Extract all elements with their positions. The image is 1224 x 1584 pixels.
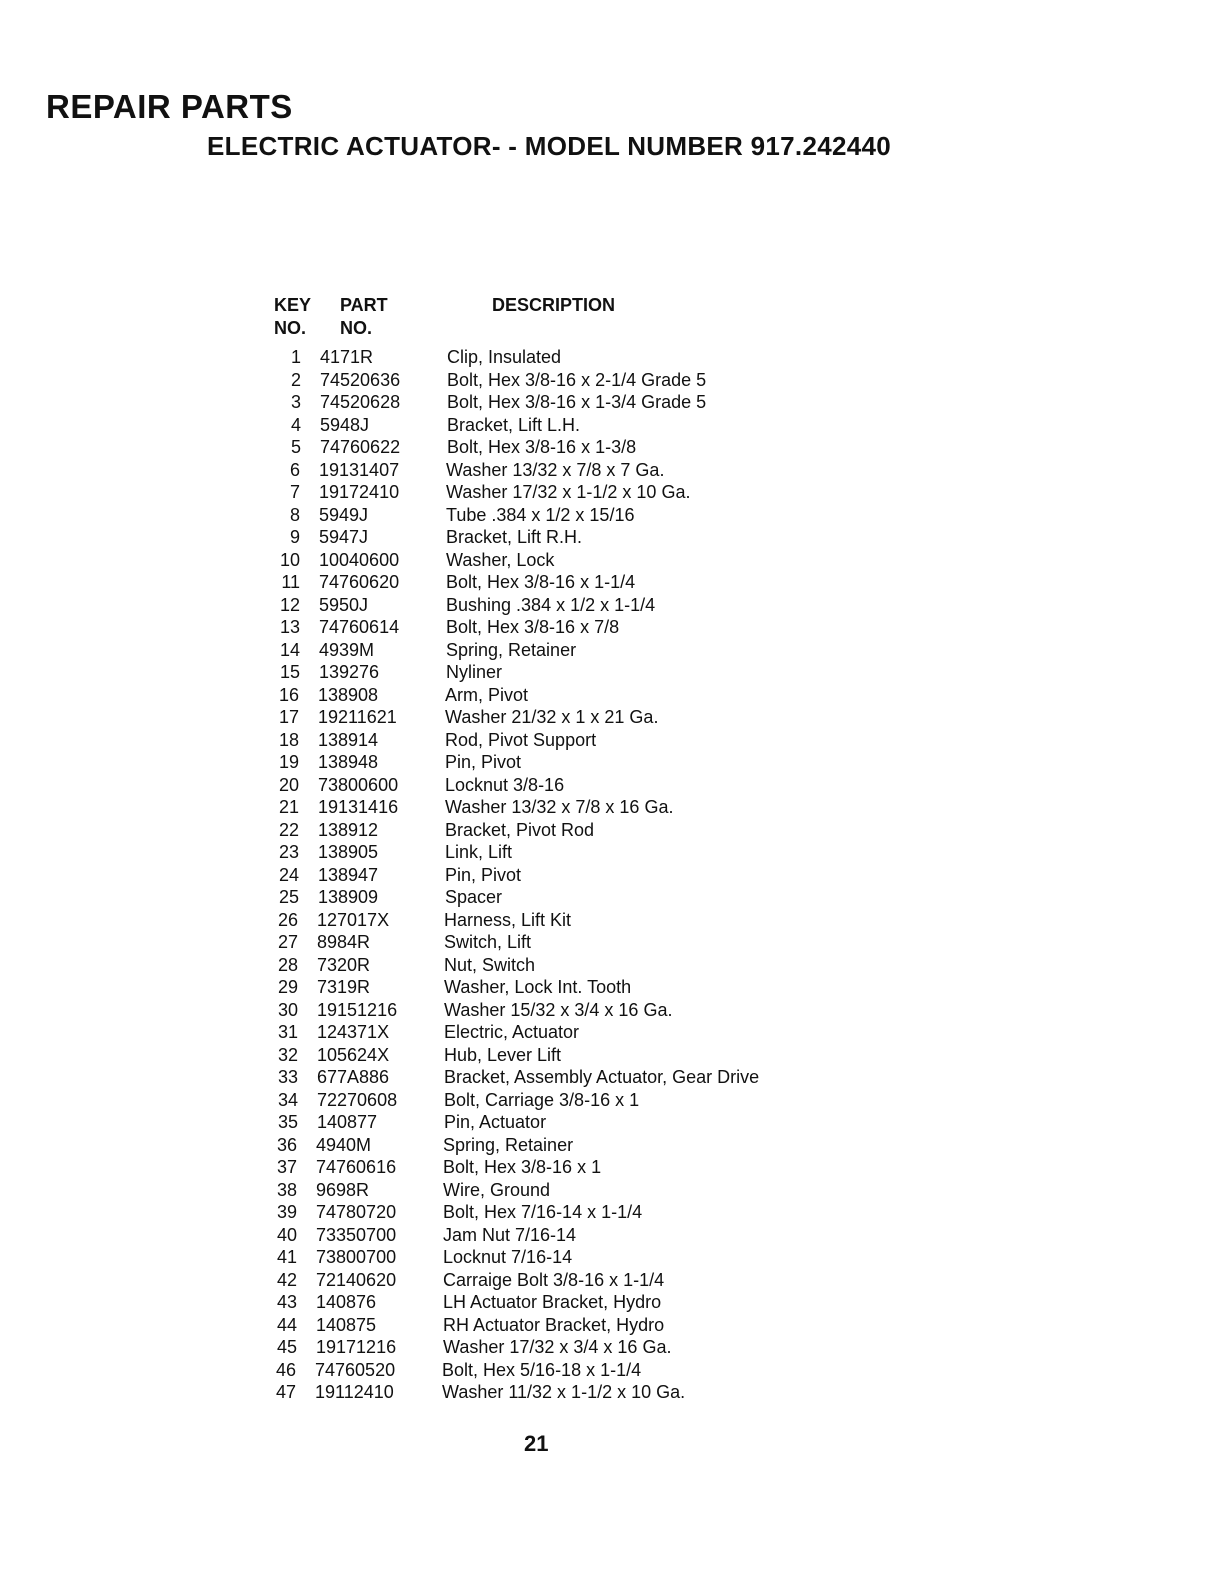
part-no: 140876 (316, 1292, 377, 1312)
part-no: 127017X (317, 909, 390, 930)
table-row (270, 1134, 852, 1157)
key-no: 29 (277, 977, 298, 997)
part-description: Link, Lift (445, 842, 513, 862)
table-header (274, 294, 852, 340)
part-description: Jam Nut 7/16-14 (443, 1224, 577, 1245)
table-row (273, 549, 852, 572)
table-row (270, 1179, 852, 1202)
key-no: 8 (289, 504, 300, 525)
table-row (270, 1269, 852, 1292)
part-description: Bolt, Hex 5/16-18 x 1-1/4 (442, 1359, 642, 1380)
key-no: 38 (276, 1179, 297, 1200)
part-description: Hub, Lever Lift (444, 1044, 562, 1065)
key-no: 11 (281, 572, 300, 592)
part-description: Nut, Switch (444, 954, 536, 975)
page-subtitle: ELECTRIC ACTUATOR- - MODEL NUMBER 917.242440 (207, 131, 892, 161)
part-description: Electric, Actuator (444, 1022, 580, 1042)
part-description: Washer 21/32 x 1 x 21 Ga. (445, 707, 659, 727)
key-no: 22 (278, 819, 299, 840)
part-description: Washer 15/32 x 3/4 x 16 Ga. (444, 999, 673, 1020)
key-no: 15 (279, 662, 300, 682)
part-description: Tube .384 x 1/2 x 15/16 (446, 504, 635, 525)
key-no: 6 (289, 459, 300, 480)
header-description: DESCRIPTION (492, 295, 616, 315)
key-no: 42 (276, 1269, 297, 1290)
part-description: Bolt, Hex 3/8-16 x 1-3/4 Grade 5 (447, 392, 707, 412)
page-title: REPAIR PARTS (46, 88, 293, 125)
part-description: Washer 11/32 x 1-1/2 x 10 Ga. (442, 1382, 686, 1402)
table-row (273, 526, 852, 549)
table-row (271, 1066, 852, 1089)
part-description: Bolt, Hex 3/8-16 x 1-3/8 (447, 437, 637, 457)
parts-table (274, 294, 852, 1404)
table-row (272, 774, 852, 797)
part-no: 9698R (316, 1179, 370, 1200)
part-description: Nyliner (446, 662, 503, 682)
table-body (274, 346, 852, 1404)
table-row (271, 909, 852, 932)
part-description: Bolt, Carriage 3/8-16 x 1 (444, 1089, 640, 1110)
key-no: 7 (289, 482, 300, 502)
table-row (271, 931, 852, 954)
part-no: 74760520 (315, 1359, 396, 1380)
part-no: 124371X (317, 1022, 390, 1042)
key-no: 47 (275, 1382, 296, 1402)
part-no: 10040600 (319, 549, 400, 570)
key-no: 40 (276, 1224, 297, 1245)
key-no: 18 (278, 729, 299, 750)
key-no: 2 (290, 369, 301, 390)
part-description: Washer 13/32 x 7/8 x 16 Ga. (445, 797, 674, 817)
key-no: 28 (277, 954, 298, 975)
key-no: 17 (278, 707, 299, 727)
table-row (272, 729, 852, 752)
table-row (273, 571, 852, 594)
key-no: 9 (289, 527, 300, 547)
header-key-line1: KEY (274, 295, 312, 315)
part-no: 5948J (320, 414, 370, 435)
part-no: 19112410 (315, 1382, 394, 1402)
table-row (269, 1381, 852, 1404)
part-description: Bracket, Pivot Rod (445, 819, 595, 840)
part-description: Bolt, Hex 3/8-16 x 1 (443, 1157, 602, 1177)
table-row (273, 639, 852, 662)
part-description: Washer 17/32 x 1-1/2 x 10 Ga. (446, 482, 691, 502)
part-description: Washer 17/32 x 3/4 x 16 Ga. (443, 1337, 672, 1357)
part-no: 8984R (317, 932, 371, 952)
key-no: 16 (278, 684, 299, 705)
part-description: Washer 13/32 x 7/8 x 7 Ga. (446, 459, 665, 480)
key-no: 21 (278, 797, 299, 817)
table-row (271, 954, 852, 977)
part-description: Bolt, Hex 3/8-16 x 7/8 (446, 617, 620, 637)
key-no: 23 (278, 842, 299, 862)
part-no: 139276 (319, 662, 380, 682)
part-no: 105624X (317, 1044, 390, 1065)
part-no: 19131407 (319, 459, 400, 480)
table-row (271, 1021, 852, 1044)
part-no: 140875 (316, 1314, 377, 1335)
key-no: 26 (277, 909, 298, 930)
table-row (273, 504, 852, 527)
key-no: 3 (290, 392, 301, 412)
table-row (273, 459, 852, 482)
table-row (273, 481, 852, 504)
part-description: Locknut 3/8-16 (445, 774, 565, 795)
part-description: Spring, Retainer (446, 639, 577, 660)
part-description: Carraige Bolt 3/8-16 x 1-1/4 (443, 1269, 665, 1290)
part-description: Bushing .384 x 1/2 x 1-1/4 (446, 594, 656, 615)
table-row (270, 1336, 852, 1359)
key-no: 13 (279, 617, 300, 637)
part-description: Spring, Retainer (443, 1134, 574, 1155)
key-no: 45 (276, 1337, 297, 1357)
part-no: 138909 (318, 887, 379, 907)
key-no: 43 (276, 1292, 297, 1312)
part-no: 74760616 (316, 1157, 397, 1177)
part-description: Clip, Insulated (447, 347, 562, 367)
key-no: 27 (277, 932, 298, 952)
key-no: 19 (278, 752, 299, 772)
part-no: 138947 (318, 864, 379, 885)
part-no: 138905 (318, 842, 379, 862)
header-part-line2: NO. (340, 318, 373, 338)
table-row (270, 1156, 852, 1179)
table-row (272, 819, 852, 842)
key-no: 12 (279, 594, 300, 615)
key-no: 1 (290, 347, 301, 367)
table-row (272, 886, 852, 909)
part-description: Bolt, Hex 7/16-14 x 1-1/4 (443, 1202, 643, 1222)
part-no: 138948 (318, 752, 379, 772)
part-no: 138912 (318, 819, 379, 840)
part-no: 74760622 (320, 437, 401, 457)
part-no: 74520636 (320, 369, 401, 390)
part-description: LH Actuator Bracket, Hydro (443, 1292, 662, 1312)
part-no: 19172410 (319, 482, 400, 502)
header-part-line1: PART (340, 295, 388, 315)
key-no: 36 (276, 1134, 297, 1155)
part-no: 138908 (318, 684, 379, 705)
part-no: 73800600 (318, 774, 399, 795)
part-no: 19131416 (318, 797, 399, 817)
table-row (272, 684, 852, 707)
key-no: 25 (278, 887, 299, 907)
part-description: Washer, Lock (446, 549, 555, 570)
table-row (271, 1089, 852, 1112)
table-row (272, 751, 852, 774)
part-no: 73800700 (316, 1247, 397, 1267)
key-no: 14 (279, 639, 300, 660)
header-key-line2: NO. (274, 318, 307, 338)
table-row (270, 1314, 852, 1337)
part-description: Switch, Lift (444, 932, 532, 952)
key-no: 46 (275, 1359, 296, 1380)
part-no: 19171216 (316, 1337, 397, 1357)
key-no: 33 (277, 1067, 298, 1087)
part-no: 7320R (317, 954, 371, 975)
key-no: 4 (290, 414, 301, 435)
key-no: 32 (277, 1044, 298, 1065)
table-row (273, 594, 852, 617)
part-description: Bracket, Lift R.H. (446, 527, 583, 547)
part-description: Pin, Pivot (445, 864, 522, 885)
table-row (272, 864, 852, 887)
table-row (270, 1224, 852, 1247)
part-description: RH Actuator Bracket, Hydro (443, 1314, 665, 1335)
key-no: 5 (290, 437, 301, 457)
part-no: 4171R (320, 347, 374, 367)
part-no: 74780720 (316, 1202, 397, 1222)
part-no: 4940M (316, 1134, 372, 1155)
part-no: 74760614 (319, 617, 400, 637)
part-no: 5947J (319, 527, 369, 547)
part-no: 138914 (318, 729, 379, 750)
table-row (271, 976, 852, 999)
part-description: Locknut 7/16-14 (443, 1247, 573, 1267)
part-no: 72270608 (317, 1089, 398, 1110)
table-row (273, 661, 852, 684)
key-no: 30 (277, 999, 298, 1020)
table-row (273, 616, 852, 639)
table-row (274, 346, 852, 369)
part-no: 5950J (319, 594, 369, 615)
key-no: 34 (277, 1089, 298, 1110)
part-description: Washer, Lock Int. Tooth (444, 977, 632, 997)
table-row (272, 706, 852, 729)
part-description: Pin, Pivot (445, 752, 522, 772)
part-no: 7319R (317, 977, 371, 997)
table-row (274, 414, 852, 437)
part-description: Bolt, Hex 3/8-16 x 1-1/4 (446, 572, 636, 592)
table-row (274, 369, 852, 392)
table-row (271, 1044, 852, 1067)
part-description: Bracket, Lift L.H. (447, 414, 581, 435)
part-no: 5949J (319, 504, 369, 525)
part-no: 677A886 (317, 1067, 390, 1087)
part-no: 74520628 (320, 392, 401, 412)
part-description: Bracket, Assembly Actuator, Gear Drive (444, 1067, 760, 1087)
key-no: 31 (277, 1022, 298, 1042)
key-no: 41 (276, 1247, 297, 1267)
part-description: Harness, Lift Kit (444, 909, 572, 930)
key-no: 24 (278, 864, 299, 885)
part-no: 72140620 (316, 1269, 397, 1290)
table-row (270, 1201, 852, 1224)
part-no: 19211621 (318, 707, 397, 727)
part-no: 19151216 (317, 999, 398, 1020)
key-no: 44 (276, 1314, 297, 1335)
part-description: Arm, Pivot (445, 684, 529, 705)
table-row (274, 436, 852, 459)
part-description: Bolt, Hex 3/8-16 x 2-1/4 Grade 5 (447, 369, 707, 390)
key-no: 10 (279, 549, 300, 570)
table-row (272, 841, 852, 864)
table-row (270, 1246, 852, 1269)
key-no: 37 (276, 1157, 297, 1177)
part-no: 74760620 (319, 572, 400, 592)
table-row (272, 796, 852, 819)
part-no: 140877 (317, 1112, 378, 1132)
part-description: Rod, Pivot Support (445, 729, 597, 750)
part-description: Pin, Actuator (444, 1112, 547, 1132)
table-row (271, 1111, 852, 1134)
table-row (269, 1359, 852, 1382)
table-row (274, 391, 852, 414)
part-no: 4939M (319, 639, 375, 660)
key-no: 35 (277, 1112, 298, 1132)
part-no: 73350700 (316, 1224, 397, 1245)
part-description: Wire, Ground (443, 1179, 551, 1200)
table-row (270, 1291, 852, 1314)
table-row (271, 999, 852, 1022)
part-description: Spacer (445, 887, 503, 907)
key-no: 20 (278, 774, 299, 795)
page-number: 21 (524, 1431, 549, 1456)
key-no: 39 (276, 1202, 297, 1222)
